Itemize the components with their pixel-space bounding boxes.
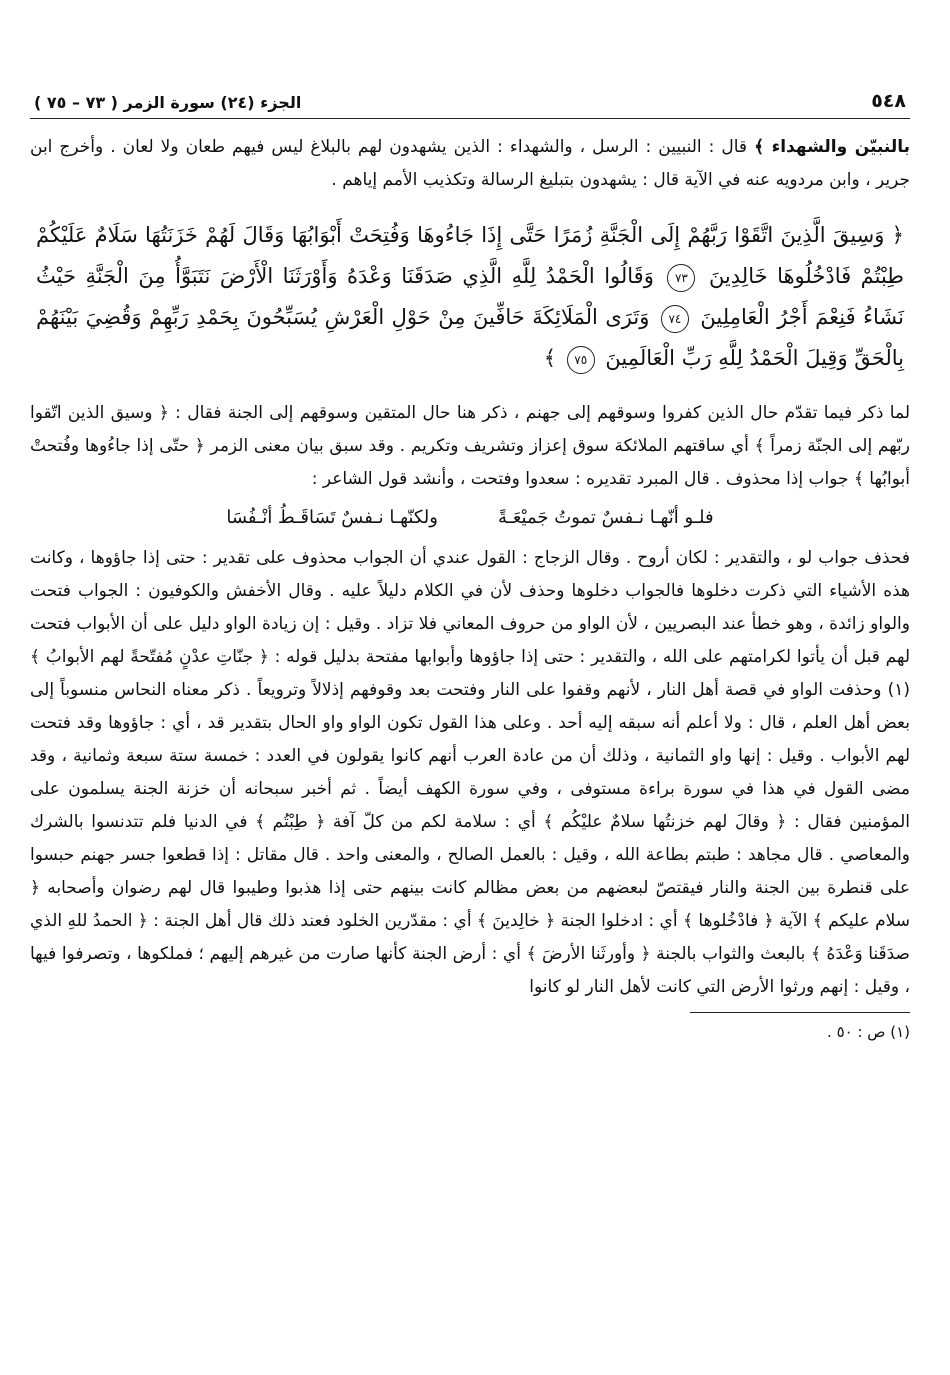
ayah-number-75: ٧٥	[567, 346, 595, 374]
commentary-paragraph-1: لما ذكر فيما تقدّم حال الذين كفروا وسوقهم إلى جهنم ، ذكر هنا حال المتقين وسوقهم إلى الجنة فقال : ﴿ وسيق الذين اتّقوا ربّهم إلى الجنّة زمراً ﴾ أي ساقتهم الملائكة سوق إعزاز وتشريف وتكريم . وقد سبق بيان معنى الزمر ﴿ حتّى إذا جاءُوها وفُتحتْ أبوابُها ﴾ جواب إذا محذوف . قال المبرد تقديره : سعدوا وفتحت ، وأنشد قول الشاعر :	[30, 403, 910, 489]
ayah-number-73: ٧٣	[667, 264, 695, 292]
intro-term: بالنبيّن والشهداء ﴾	[754, 137, 910, 157]
page-number: ٥٤٨	[871, 90, 906, 112]
ayah-number-74: ٧٤	[661, 305, 689, 333]
intro-text: قال : النبيين : الرسل ، والشهداء : الذين يشهدون لهم بالبلاغ ليس فيهم طعان ولا لعان . وأخرج ابن جرير ، وابن مردويه عنه في الآية قال : يشهدون بتبليغ الرسالة وتكذيب الأمم إياهم .	[30, 137, 910, 190]
quran-segment-2: وَقَالُوا الْحَمْدُ لِلَّهِ الَّذِي صَدَقَنَا وَعْدَهُ وَأَوْرَثَنَا الْأَرْضَ نَتَبَوَّأُ مِنَ الْجَنَّةِ حَيْثُ نَشَاءُ فَنِعْمَ أَجْرُ الْعَامِلِينَ	[36, 264, 904, 329]
running-header	[30, 90, 910, 119]
quran-close-bracket: ﴾	[543, 346, 557, 370]
book-page	[30, 90, 910, 1045]
quran-verses-block	[36, 215, 904, 379]
footnote: (١) ص : ٥٠ .	[827, 1023, 910, 1041]
verse-hemistich-2: ولكنّهـا نـفسٌ تَسَاقَـطُ أنْـفُسَا	[226, 507, 438, 528]
intro-paragraph	[30, 131, 910, 197]
poetry-verse	[30, 500, 910, 536]
verse-hemistich-1: فلـو أنّهـا نـفسٌ تموتُ جَميْعَـةً	[497, 507, 714, 528]
footnote-divider	[690, 1012, 910, 1013]
commentary-paragraph-2: فحذف جواب لو ، والتقدير : لكان أروح . وقال الزجاج : القول عندي أن الجواب محذوف على تقدير : حتى إذا جاؤوها ، وكانت هذه الأشياء التي ذكرت دخلوها فالجواب دخلوها وحذف لأن في الكلام دليلاً عليه . وقال الأخفش والكوفيون : الجواب فتحت والواو زائدة ، وهو خطأ عند البصريين ، لأن الواو من حروف المعاني فلا تزاد . وقيل : إن زيادة الواو دليل على أن الأبواب فتحت لهم قبل أن يأتوا لكرامتهم على الله ، والتقدير : حتى إذا جاؤوها وأبوابها مفتحة بدليل قوله : ﴿ جنّاتِ عدْنٍ مُفتّحةً لهم الأبوابُ ﴾(١) وحذفت الواو في قصة أهل النار ، لأنهم وقفوا على النار وفتحت بعد وقوفهم إذلالاً وترويعاً . ذكر معناه النحاس منسوباً إلى بعض أهل العلم ، قال : ولا أعلم أنه سبقه إليه أحد . وعلى هذا القول تكون الواو واو الحال بتقدير قد ، أي : جاؤوها وقد فتحت لهم الأبواب . وقيل : إنها واو الثمانية ، وذلك أن من عادة العرب أنهم كانوا يقولون في العدد : خمسة ستة سبعة وثمانية ، وقد مضى القول في هذا في سورة براءة مستوفى ، وفي سورة الكهف أيضاً . ثم أخبر سبحانه أن خزنة الجنة يسلمون على المؤمنين فقال : ﴿ وقالَ لهم خزنتُها سلامٌ عليْكُم ﴾ أي : سلامة لكم من كلّ آفة ﴿ طِبْتُم ﴾ في الدنيا فلم تتدنسوا بالشرك والمعاصي . قال مجاهد : طبتم بطاعة الله ، وقيل : بالعمل الصالح ، والمعنى واحد . قال مقاتل : إذا قطعوا جسر جهنم حبسوا على قنطرة بين الجنة والنار فيقتصّ لبعضهم من بعض مظالم كانت بينهم حتى إذا هذبوا وطيبوا قال لهم رضوان وأصحابه ﴿ سلام عليكم ﴾ الآية ﴿ فادْخُلوها ﴾ أي : ادخلوا الجنة ﴿ خالِدينَ ﴾ أي : مقدّرين الخلود فعند ذلك قال أهل الجنة : ﴿ الحمدُ للهِ الذي صدَقَنا وَعْدَهُ ﴾ بالبعث والثواب بالجنة ﴿ وأورثَنا الأرضَ ﴾ أي : أرض الجنة كأنها صارت من غيرهم إليهم ؛ فملكوها ، وتصرفوا فيها ، وقيل : إنهم ورثوا الأرض التي كانت لأهل النار لو كانوا	[30, 548, 910, 997]
quran-segment-1: ﴿ وَسِيقَ الَّذِينَ اتَّقَوْا رَبَّهُمْ إِلَى الْجَنَّةِ زُمَرًا حَتَّى إِذَا جَاءُوهَا وَفُتِحَتْ أَبْوَابُهَا وَقَالَ لَهُمْ خَزَنَتُهَا سَلَامٌ عَلَيْكُمْ طِبْتُمْ فَادْخُلُوهَا خَالِدِينَ	[36, 223, 905, 288]
header-title: الجزء (٢٤) سورة الزمر ( ٧٣ – ٧٥ )	[34, 93, 302, 112]
quran-segment-3: وَتَرَى الْمَلَائِكَةَ حَافِّينَ مِنْ حَوْلِ الْعَرْشِ يُسَبِّحُونَ بِحَمْدِ رَبِّهِمْ وَقُضِيَ بَيْنَهُمْ بِالْحَقِّ وَقِيلَ الْحَمْدُ لِلَّهِ رَبِّ الْعَالَمِينَ	[36, 305, 904, 370]
